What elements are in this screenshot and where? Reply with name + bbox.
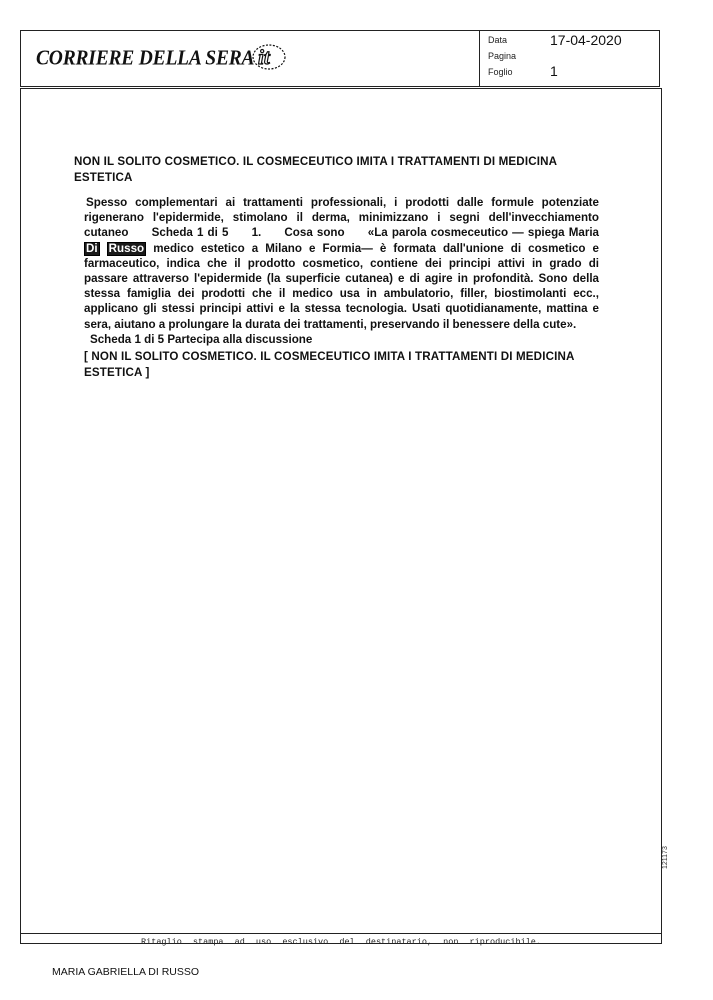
meta-box [479, 30, 661, 87]
article-title: NON IL SOLITO COSMETICO. IL COSMECEUTICO IMITA I TRATTAMENTI DI MEDICINA ESTETICA [74, 155, 557, 184]
disclaimer: Ritaglio stampa ad uso esclusivo del destinatario, non riproducibile. [141, 937, 541, 947]
logo-text: CORRIERE DELLA SERA [36, 47, 255, 70]
date-value: 17-04-2020 [550, 32, 622, 48]
sheet-value: 1 [550, 63, 558, 79]
logo-suffix: it [258, 45, 271, 69]
newspaper-logo [36, 45, 287, 73]
article-footer-title: [ NON IL SOLITO COSMETICO. IL COSMECEUTICO IMITA I TRATTAMENTI DI MEDICINA ESTETICA ] [84, 350, 575, 379]
side-code: 121173 [662, 846, 669, 870]
article-body [84, 195, 599, 347]
date-label: Data [488, 35, 508, 45]
sheet-label: Foglio [488, 67, 513, 77]
footer-divider [20, 933, 662, 934]
article-body-part3: Scheda 1 di 5 Partecipa alla discussione [90, 332, 313, 346]
highlight-di: Di [86, 241, 98, 255]
article-body-part2: medico estetico a Milano e Formia— è formata dall'unione di cosmetico e farmaceutico, indica che il prodotto cosmetico, contiene dei principi attivi in grado di passare attraverso l'epidermide (la superficie cutanea) e di agire in profondità. Sono della stessa famiglia dei prodotti che il medico usa in ambulatorio, filler, biostimolanti ecc., applicano gli stessi principi attivi e la stessa tecnologia. Usati quotidianamente, mattina e sera, aiutano a prolungare la durata dei trattamenti, preservando il benessere della cute». [84, 241, 599, 331]
logo-it-badge-icon [251, 42, 287, 72]
page-label: Pagina [488, 51, 517, 61]
article-body-part1: Spesso complementari ai trattamenti professionali, i prodotti dalle formule potenziate rigenerano l'epidermide, stimolano il derma, minimizzano i segni dell'invecchiamento cutaneo Scheda 1 di 5 1. Cosa sono «La parola cosmeceutico — spiega Maria [84, 196, 599, 240]
header-box [20, 30, 660, 87]
highlight-russo: Russo [108, 241, 145, 255]
author-name: MARIA GABRIELLA DI RUSSO [52, 966, 200, 978]
